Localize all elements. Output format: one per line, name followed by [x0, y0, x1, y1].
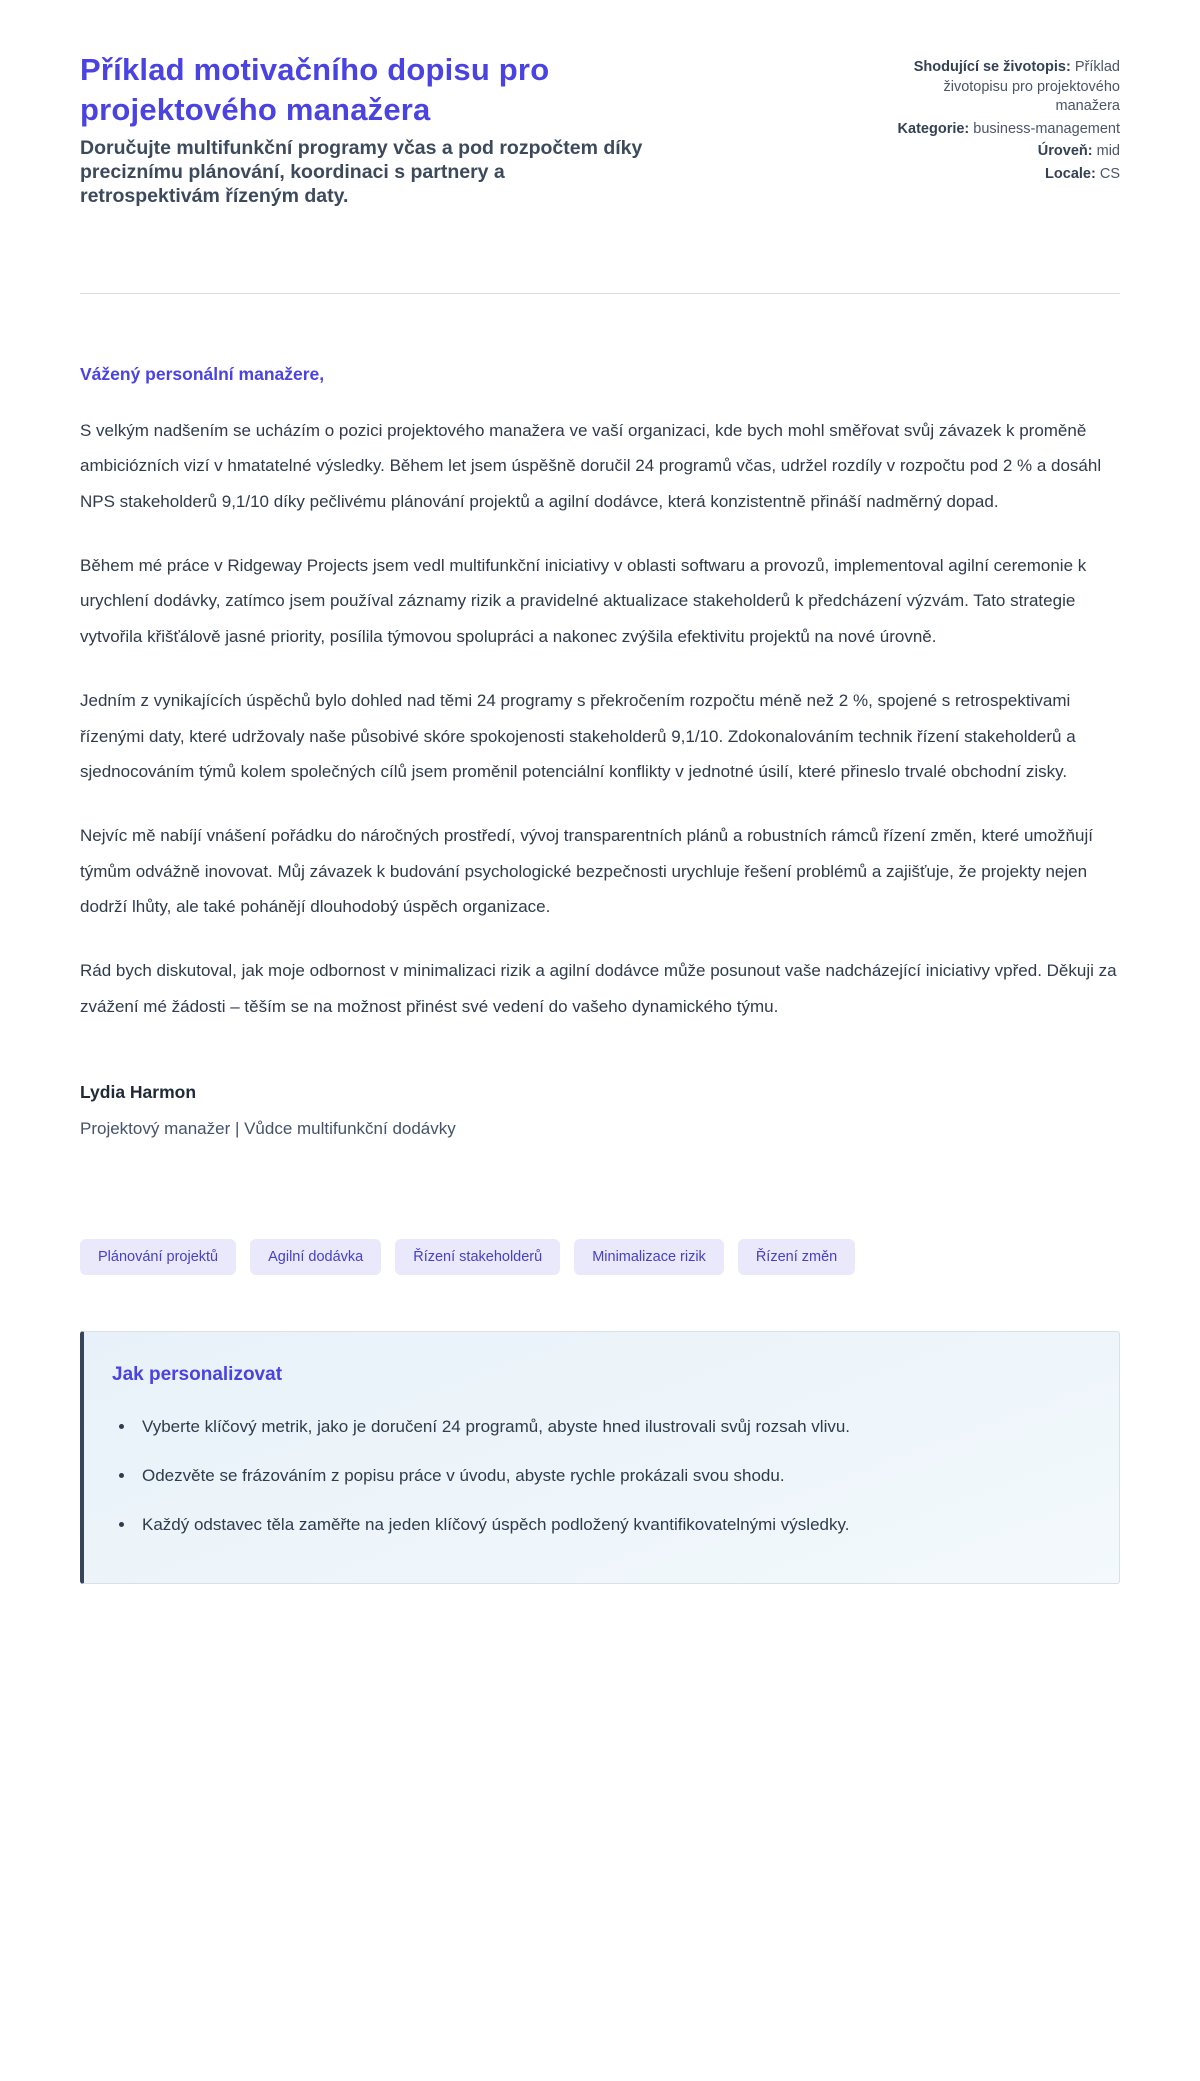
page-subtitle: Doručujte multifunkční programy včas a pod rozpočtem díky preciznímu plánování, koordinaci s partnery a retrospektivám řízeným daty. [80, 137, 643, 207]
tips-heading: Jak personalizovat [112, 1364, 283, 1386]
meta-locale-label: Locale: [1045, 165, 1096, 182]
header-title-block [80, 50, 700, 209]
cover-letter-page [80, 0, 1120, 1654]
skill-tag[interactable]: Minimalizace rizik [574, 1239, 724, 1275]
letter-greeting: Vážený personální manažere, [80, 363, 325, 384]
letter-body [80, 364, 1120, 1140]
letter-paragraph: Rád bych diskutoval, jak moje odbornost v minimalizaci rizik a agilní dodávce může posunout vaše nadcházející iniciativy vpřed. Děkuji za zvážení mé žádosti – těším se na možnost přinést své vedení do vašeho dynamického týmu. [80, 960, 1117, 1016]
letter-paragraph: Během mé práce v Ridgeway Projects jsem vedl multifunkční iniciativy v oblasti softwaru a provozů, implementoval agilní ceremonie k urychlení dodávky, zatímco jsem používal záznamy rizik a pravidelné aktualizace stakeholderů k předcházení výzvám. Tato strategie vytvořila křišťálově jasné priority, posílila týmovou spolupráci a nakonec zvýšila efektivitu projektů na nové úrovně. [80, 555, 1087, 647]
skill-tag[interactable]: Řízení stakeholderů [395, 1239, 560, 1275]
letter-paragraph: S velkým nadšením se ucházím o pozici projektového manažera ve vaší organizaci, kde bych mohl směřovat svůj závazek k proměně ambiciózních vizí v hmatatelné výsledky. Během let jsem úspěšně doručil 24 programů včas, udržel rozdíly v rozpočtu pod 2 % a dosáhl NPS stakeholderů 9,1/10 díky pečlivému plánování projektů a agilní dodávce, která konzistentně přináší nadměrný dopad. [80, 420, 1102, 512]
personalization-tips-box [80, 1331, 1120, 1584]
tip-item: • Vyberte klíčový metrik, jako je doručení 24 programů, abyste hned ilustrovali svůj rozsah vlivu. [136, 1410, 1083, 1445]
skill-tag[interactable]: Agilní dodávka [250, 1239, 381, 1275]
meta-category [880, 120, 1120, 140]
tips-list [112, 1410, 1083, 1543]
meta-level-value: mid [1096, 143, 1120, 160]
meta-matching-resume-label: Shodující se životopis: [913, 59, 1071, 75]
page-title: Příklad motivačního dopisu pro projektového manažera [80, 52, 550, 127]
meta-level-label: Úroveň: [1037, 143, 1093, 160]
skill-tags-row [80, 1239, 1120, 1275]
page-header [80, 50, 1120, 209]
meta-matching-resume [880, 58, 1120, 117]
letter-paragraph: Jedním z vynikajících úspěchů bylo dohled nad těmi 24 programy s překročením rozpočtu méně než 2 %, spojené s retrospektivami řízenými daty, které udržovaly naše působivé skóre spokojenosti stakeholderů 9,1/10. Zdokonalováním technik řízení stakeholderů a sjednocováním týmů kolem společných cílů jsem proměnil potenciální konflikty v jednotné úsilí, které přineslo trvalé obchodní zisky. [80, 690, 1076, 782]
signature-name: Lydia Harmon [80, 1082, 197, 1103]
tip-item: • Každý odstavec těla zaměřte na jeden klíčový úspěch podložený kvantifikovatelnými výsledky. [136, 1508, 1083, 1543]
meta-category-label: Kategorie: [897, 120, 970, 137]
header-meta-block [880, 50, 1120, 187]
header-divider [80, 293, 1120, 294]
skill-tag[interactable]: Plánování projektů [80, 1239, 236, 1275]
meta-level [880, 142, 1120, 162]
meta-category-value: business-management [973, 120, 1120, 137]
skill-tag[interactable]: Řízení změn [738, 1239, 855, 1275]
meta-matching-resume-value: Příklad životopisu pro projektového manažera [943, 59, 1120, 115]
meta-locale [880, 165, 1120, 185]
signature-role: Projektový manažer | Vůdce multifunkční dodávky [80, 1119, 456, 1139]
meta-locale-value: CS [1099, 165, 1120, 182]
tip-item: • Odezvěte se frázováním z popisu práce v úvodu, abyste rychle prokázali svou shodu. [136, 1459, 1083, 1494]
letter-paragraph: Nejvíc mě nabíjí vnášení pořádku do náročných prostředí, vývoj transparentních plánů a robustních rámců řízení změn, které umožňují týmům odvážně inovovat. Můj závazek k budování psychologické bezpečnosti urychluje řešení problémů a zajišťuje, že projekty nejen dodrží lhůty, ale také pohánějí dlouhodobý úspěch organizace. [80, 825, 1093, 917]
